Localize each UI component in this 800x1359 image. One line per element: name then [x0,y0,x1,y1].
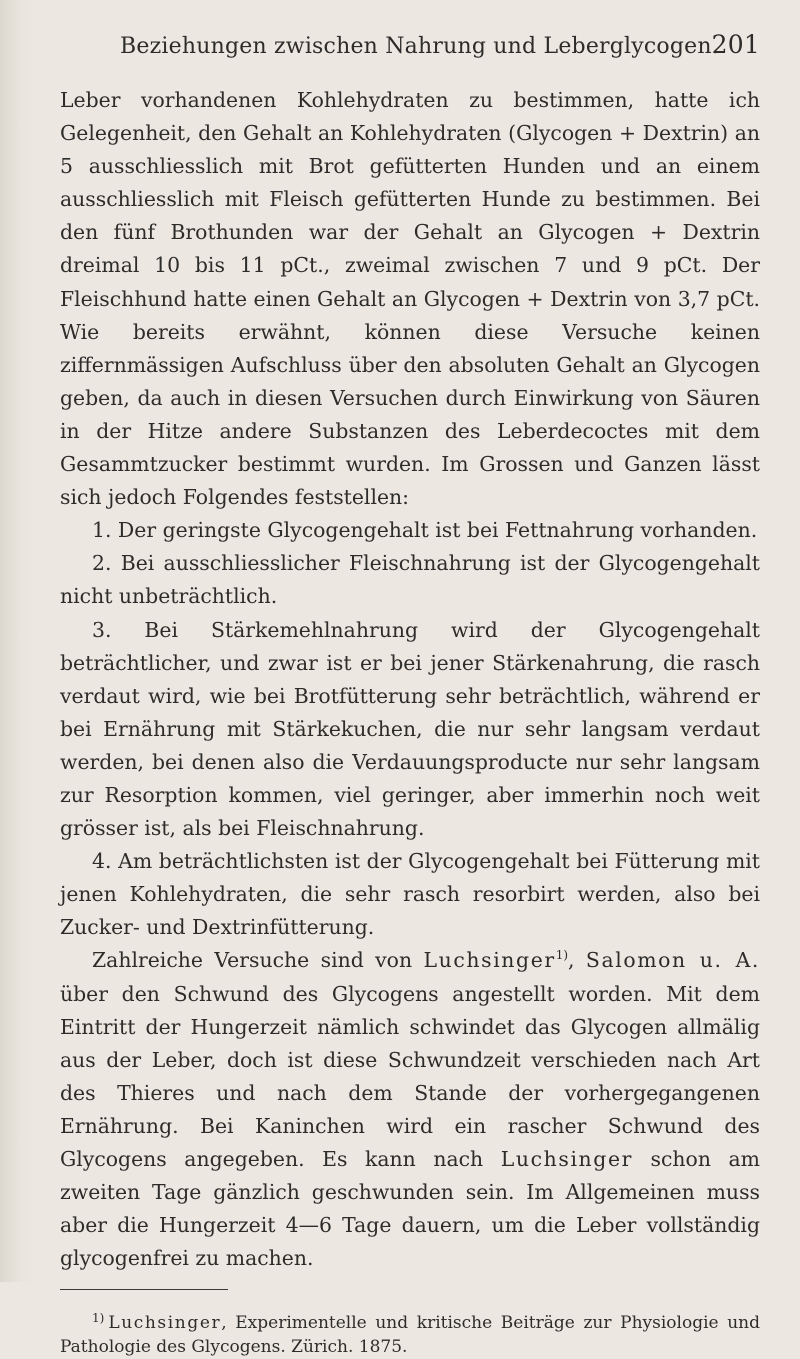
author-name-salomon: Salomon u. A. [585,948,760,973]
paragraph-continuation: Leber vorhandenen Kohlehydraten zu bestimmen, hatte ich Gelegenheit, den Gehalt an Kohlehydraten (Glycogen + Dextrin) an 5 ausschliesslich mit Brot gefütterten Hunden und an einem ausschliesslich mit Fleisch gefütterten Hunde zu bestimmen. Bei den fünf Brothunden war der Gehalt an Glycogen + Dextrin dreimal 10 bis 11 pCt., zweimal zwischen 7 und 9 pCt. Der Fleischhund hatte einen Gehalt an Glycogen + Dextrin von 3,7 pCt. Wie bereits erwähnt, können diese Versuche keinen ziffernmässigen Aufschluss über den absoluten Gehalt an Glycogen geben, da auch in diesen Versuchen durch Einwirkung von Säuren in der Hitze andere Substanzen des Leberdecoctes mit dem Gesammtzucker bestimmt wurden. Im Grossen und Ganzen lässt sich jedoch Folgendes feststellen: [60,88,760,510]
paragraph-hunger [60,944,760,1275]
text-run: Zahlreiche Versuche sind von [92,948,424,973]
book-page [60,30,760,1359]
text-run: schon am zweiten Tage gänzlich geschwunden sein. Im Allgemeinen muss aber die Hungerzeit 4—6 Tage dauern, um die Leber vollständig glycogenfrei zu machen. [60,1147,760,1271]
footnote [60,1306,760,1359]
running-header [60,30,760,66]
running-title: Beziehungen zwischen Nahrung und Leberglycogen. [120,34,719,59]
text-run: , [568,948,586,973]
page-number: 201 [711,30,760,59]
body-text [60,84,760,1275]
author-name-luchsinger: Luchsinger [500,1147,633,1171]
footnote-reference: 1) [555,948,569,963]
page-edge-shadow [0,0,34,1282]
author-name-luchsinger: Luchsinger [423,948,556,973]
footnote-divider [60,1289,228,1290]
list-item-3: 3. Bei Stärkemehlnahrung wird der Glycogengehalt beträchtlicher, und zwar ist er bei jener Stärkenahrung, die rasch verdaut wird, wie bei Brotfütterung sehr beträchtlich, während er bei Ernährung mit Stärkekuchen, die nur sehr langsam verdaut werden, bei denen also die Verdauungsproducte nur sehr langsam zur Resorption kommen, viel geringer, aber immerhin noch weit grösser ist, als bei Fleischnahrung. [60,617,760,841]
list-item-1: 1. Der geringste Glycogengehalt ist bei Fettnahrung vorhanden. [92,518,758,543]
text-run: über den Schwund des Glycogens angestellt worden. Mit dem Eintritt der Hungerzeit nämlich schwindet das Glycogen allmälig aus der Leber, doch ist diese Schwundzeit verschieden nach Art des Thieres und nach dem Stande der vorhergegangenen Ernährung. Bei Kaninchen wird ein rascher Schwund des Glycogens angegeben. Es kann nach [60,981,760,1171]
footnote-mark: 1) [92,1311,105,1326]
footnote-text: , Experimentelle und kritische Beiträge zur Physiologie und Pathologie des Glycogens. Zürich. 1875. [60,1313,760,1358]
list-item-2: 2. Bei ausschliesslicher Fleischnahrung ist der Glycogengehalt nicht unbeträchtlich. [60,551,760,609]
footnote-author: Luchsinger [108,1313,222,1334]
list-item-4: 4. Am beträchtlichsten ist der Glycogengehalt bei Fütterung mit jenen Kohlehydraten, die sehr rasch resorbirt werden, also bei Zucker- und Dextrinfütterung. [60,849,760,940]
